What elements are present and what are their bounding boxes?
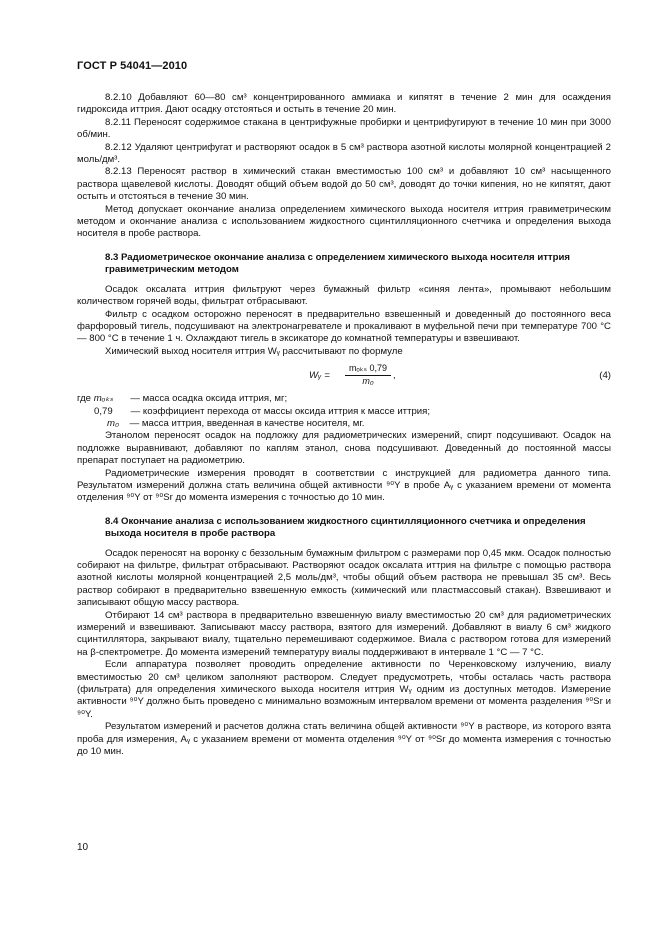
paragraph-8-2-12: 8.2.12 Удаляют центрифугат и растворяют осадок в 5 см³ раствора азотной кислоты молярной концентрацией 2 моль/дм³. — [77, 141, 611, 166]
formula-lhs: Wᵧ = — [309, 370, 330, 382]
page-number: 10 — [77, 842, 89, 853]
where-text-coef: — коэффициент перехода от массы оксида иттрия к массе иттрия; — [130, 405, 431, 417]
paragraph-8-2-10: 8.2.10 Добавляют 60—80 см³ концентрированного аммиака и кипятят в течение 2 мин для осаждения гидроксида иттрия. Дают осадку отстояться и остыть в течение 20 мин. — [77, 92, 611, 116]
paragraph-8-2-13: 8.2.13 Переносят раствор в химический стакан вместимостью 100 см³ и добавляют 10 см³ насыщенного раствора щавелевой кислоты. Доводят общий объем водой до 50 см³, доводят до точки кипения, но не кипятят, дают остыть и отстояться в течение 30 мин. — [77, 166, 611, 203]
paragraph-radiometric: Радиометрические измерения проводят в соответствии с инструкцией для радиометра данного типа. Результатом измерений должна стать величина общей активности ⁹⁰Y в пробе Aᵧ с указанием времени от момента отделения ⁹⁰Y от ⁹⁰Sr до момента измерения с точностью до 10 мин. — [77, 467, 611, 504]
where-prefix: где — [77, 393, 92, 405]
document-body — [77, 92, 611, 759]
formula-fraction — [345, 363, 391, 387]
formula-4 — [77, 363, 611, 389]
paragraph-method-note: Метод допускает окончание анализа определением химического выхода носителя иттрия гравиметрическим методом и окончание анализа с использованием жидкостного сцинтилляционного счетчика и определения выхода носителя в пробе раствора. — [77, 203, 611, 240]
where-line-3 — [77, 418, 611, 430]
section-heading-8-3: 8.3 Радиометрическое окончание анализа с определением химического выхода носителя иттрия гравиметрическим методом — [105, 251, 570, 276]
paragraph-result: Результатом измерений и расчетов должна стать величина общей активности ⁹⁰Y в растворе, из которого взята проба для измерения, Aᵧ с указанием времени от момента отделения ⁹⁰Y от ⁹⁰Sr до момента измерения с точностью до 10 мин. — [77, 721, 611, 758]
paragraph-formula-intro: Химический выход носителя иттрия Wᵧ рассчитывают по формуле — [105, 345, 403, 357]
paragraph-funnel: Осадок переносят на воронку с беззольным бумажным фильтром с размерами пор 0,45 мкм. Осадок полностью собирают на фильтре, фильтрат отбрасывают. Растворяют осадок оксалата иттрия на фильтре с помощью раствора азотной кислоты молярной концентрацией 2,5 моль/дм³, чтобы общий объем раствора не превышал 35 см³. Весь раствор собирают в предварительно взвешенную емкость (химический или пластмассовый стакан). Взвешивают и записывают общую массу раствора. — [77, 547, 611, 609]
formula-number: (4) — [599, 370, 611, 382]
paragraph-ethanol: Этанолом переносят осадок на подложку для радиометрических измерений, спирт подсушивают. Осадок на подложке выравнивают, добавляют по каплям этанол, снова подсушивают. Доведенный до постоянной массы препарат поступает на радиометрию. — [77, 430, 611, 467]
formula-denominator: m₀ — [362, 376, 374, 387]
paragraph-8-2-11: 8.2.11 Переносят содержимое стакана в центрифужные пробирки и центрифугируют в течение 10 мин при 3000 об/мин. — [77, 116, 611, 141]
where-text-m0: — масса иттрия, введенная в качестве носителя, мг. — [129, 417, 365, 429]
paragraph-filter-oxalate: Осадок оксалата иттрия фильтруют через бумажный фильтр «синяя лента», промывают небольшим количеством горячей воды, фильтрат отбрасывают. — [77, 283, 611, 308]
paragraph-vial: Отбирают 14 см³ раствора в предварительно взвешенную виалу вместимостью 20 см³ для радиометрических измерений и взвешивают. Записывают массу раствора, взятого для измерений. Добавляют в виалу 6 см³ жидкого сцинтиллятора, закрывают виалу, тщательно перемешивают содержимое. Виала с раствором готова для измерений на β-спектрометре. До момента измерений температуру виалы поддерживают в интервале 1 °С — 7 °С. — [77, 609, 611, 658]
where-text-mox: — масса осадка оксида иттрия, мг; — [130, 393, 288, 405]
standard-header: ГОСТ Р 54041—2010 — [77, 60, 188, 72]
where-line-1 — [77, 393, 611, 405]
where-line-2 — [77, 406, 611, 418]
where-symbol-mox: mₒₖₛ — [93, 393, 114, 405]
formula-comma: , — [393, 370, 396, 382]
paragraph-cherenkov: Если аппаратура позволяет проводить определение активности по Черенковскому излучению, виалу вместимостью 20 см³ целиком заполняют раствором. Следует предусмотреть, чтобы осталась часть раствора (фильтрата) для определения химического выхода носителя иттрия Wᵧ одним из доступных методов. Измерение активности ⁹⁰Y должно быть проведено с минимально возможным интервалом времени от момента разделения ⁹⁰Sr и ⁹⁰Y. — [77, 659, 611, 720]
formula-numerator: mₒₖₛ 0,79 — [345, 363, 391, 376]
paragraph-crucible: Фильтр с осадком осторожно переносят в предварительно взвешенный и доведенный до постоянного веса фарфоровый тигель, подсушивают на электронагревателе и прокаливают в муфельной печи при температуре 700 °С — 800 °С в течение 1 ч. Охлаждают тигель в эксикаторе до комнатной температуры и взвешивают. — [77, 308, 611, 345]
where-symbol-m0: m₀ — [107, 417, 120, 429]
where-symbol-coef: 0,79 — [94, 405, 113, 417]
section-heading-8-4: 8.4 Окончание анализа с использованием жидкостного сцинтилляционного счетчика и определения выхода носителя в пробе раствора — [105, 515, 586, 540]
